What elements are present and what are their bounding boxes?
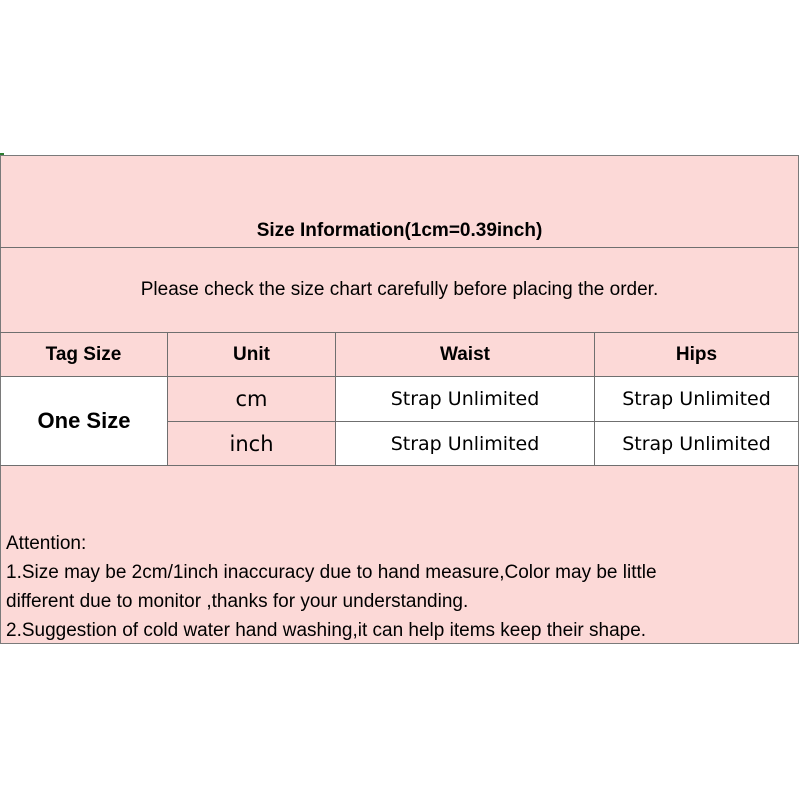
header-label: Waist bbox=[440, 343, 490, 365]
table-row-cm-unit bbox=[168, 377, 335, 421]
table-row-cm-hips bbox=[595, 377, 798, 421]
subtitle-row bbox=[0, 248, 799, 332]
waist-value: Strap Unlimited bbox=[390, 432, 540, 455]
chart-title-row bbox=[0, 214, 799, 248]
hips-value: Strap Unlimited bbox=[622, 432, 771, 455]
attention-notes bbox=[6, 529, 796, 645]
chart-title: Size Information(1cm=0.39inch) bbox=[256, 220, 543, 241]
attention-heading: Attention: bbox=[6, 533, 87, 554]
header-label: Unit bbox=[233, 343, 270, 365]
table-row-inch-unit bbox=[168, 422, 335, 465]
hips-value: Strap Unlimited bbox=[622, 388, 771, 410]
header-waist bbox=[336, 333, 594, 376]
note-line: different due to monitor ,thanks for your understanding. bbox=[6, 591, 469, 612]
unit-value: inch bbox=[229, 431, 274, 456]
header-tag-size bbox=[0, 333, 167, 376]
tag-size-value: One Size bbox=[37, 408, 131, 433]
table-row-inch-waist bbox=[336, 422, 594, 465]
waist-value: Strap Unlimited bbox=[390, 388, 540, 410]
note-line: 1.Size may be 2cm/1inch inaccuracy due to hand measure,Color may be little bbox=[6, 562, 657, 583]
tag-size-cell bbox=[1, 377, 167, 465]
header-hips bbox=[595, 333, 798, 376]
chart-subtitle: Please check the size chart carefully before placing the order. bbox=[140, 279, 659, 300]
table-row-cm-waist bbox=[336, 377, 594, 421]
unit-value: cm bbox=[235, 387, 268, 411]
grid-line bbox=[0, 465, 799, 466]
note-line: 2.Suggestion of cold water hand washing,it can help items keep their shape. bbox=[6, 620, 647, 641]
header-unit bbox=[168, 333, 335, 376]
header-label: Tag Size bbox=[45, 343, 122, 365]
header-label: Hips bbox=[675, 343, 718, 365]
table-row-inch-hips bbox=[595, 422, 798, 465]
